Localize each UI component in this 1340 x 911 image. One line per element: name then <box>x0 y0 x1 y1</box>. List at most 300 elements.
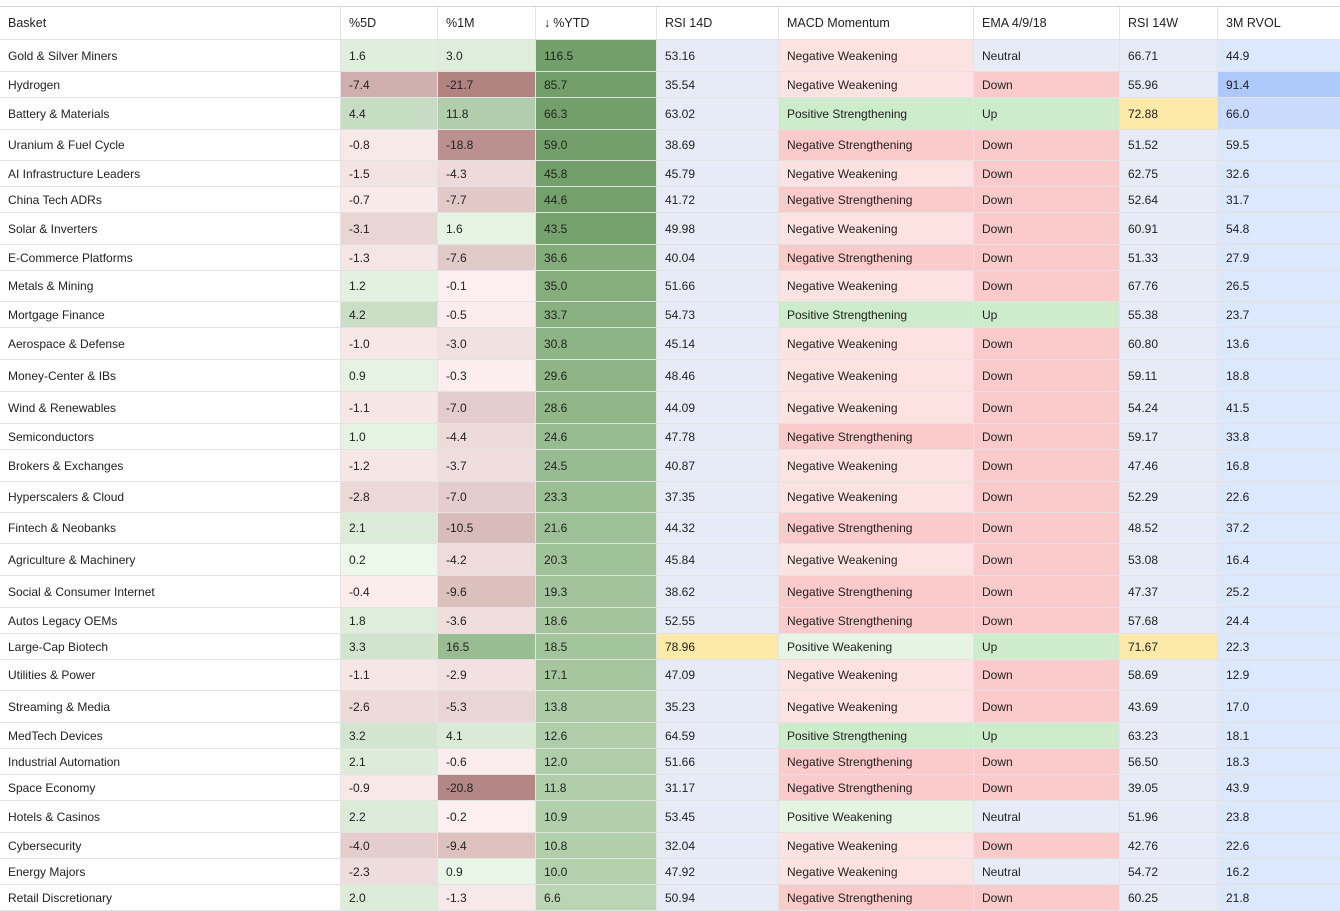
cell-ema: Down <box>974 328 1120 359</box>
cell-1m: -1.3 <box>438 885 536 910</box>
cell-ema: Down <box>974 660 1120 690</box>
table-header <box>0 7 1340 40</box>
cell-5d: -2.8 <box>341 482 438 512</box>
cell-ema: Down <box>974 450 1120 481</box>
cell-ytd: 10.9 <box>536 801 657 832</box>
cell-macd-momentum: Negative Strengthening <box>779 885 974 910</box>
cell-ytd: 36.6 <box>536 245 657 270</box>
cell-basket: AI Infrastructure Leaders <box>0 161 341 186</box>
table-body <box>0 40 1340 911</box>
cell-rsi-14d: 50.94 <box>657 885 779 910</box>
cell-macd-momentum: Negative Weakening <box>779 544 974 575</box>
cell-rsi-14d: 35.54 <box>657 72 779 97</box>
cell-ytd: 18.5 <box>536 634 657 659</box>
cell-rsi-14w: 56.50 <box>1120 749 1218 774</box>
cell-basket: Utilities & Power <box>0 660 341 690</box>
cell-5d: 3.2 <box>341 723 438 748</box>
table-row[interactable] <box>0 482 1340 513</box>
cell-5d: -1.3 <box>341 245 438 270</box>
column-header-label: RSI 14W <box>1128 16 1179 30</box>
cell-rsi-14d: 53.45 <box>657 801 779 832</box>
cell-5d: 0.9 <box>341 360 438 391</box>
cell-rsi-14d: 32.04 <box>657 833 779 858</box>
cell-1m: -7.0 <box>438 392 536 423</box>
cell-1m: -2.9 <box>438 660 536 690</box>
cell-5d: 2.1 <box>341 749 438 774</box>
cell-ema: Down <box>974 360 1120 391</box>
cell-5d: 1.0 <box>341 424 438 449</box>
table-row[interactable] <box>0 775 1340 801</box>
cell-ytd: 6.6 <box>536 885 657 910</box>
cell-3m-rvol: 25.2 <box>1218 576 1340 607</box>
cell-basket: Social & Consumer Internet <box>0 576 341 607</box>
cell-3m-rvol: 66.0 <box>1218 98 1340 129</box>
cell-macd-momentum: Negative Strengthening <box>779 775 974 800</box>
cell-ytd: 17.1 <box>536 660 657 690</box>
cell-1m: -7.0 <box>438 482 536 512</box>
cell-macd-momentum: Negative Weakening <box>779 691 974 722</box>
cell-macd-momentum: Negative Weakening <box>779 859 974 884</box>
cell-rsi-14d: 38.69 <box>657 130 779 160</box>
cell-3m-rvol: 91.4 <box>1218 72 1340 97</box>
cell-ytd: 116.5 <box>536 40 657 71</box>
cell-3m-rvol: 26.5 <box>1218 271 1340 301</box>
cell-3m-rvol: 43.9 <box>1218 775 1340 800</box>
cell-5d: 4.4 <box>341 98 438 129</box>
column-header-macd-momentum[interactable] <box>779 7 974 39</box>
cell-ytd: 43.5 <box>536 213 657 244</box>
cell-rsi-14w: 57.68 <box>1120 608 1218 633</box>
cell-1m: 16.5 <box>438 634 536 659</box>
table-row[interactable] <box>0 544 1340 576</box>
cell-3m-rvol: 32.6 <box>1218 161 1340 186</box>
table-row[interactable] <box>0 271 1340 302</box>
cell-5d: -3.1 <box>341 213 438 244</box>
table-row[interactable] <box>0 302 1340 328</box>
table-row[interactable] <box>0 450 1340 482</box>
cell-ema: Down <box>974 245 1120 270</box>
cell-1m: -0.5 <box>438 302 536 327</box>
cell-5d: -7.4 <box>341 72 438 97</box>
cell-ema: Down <box>974 130 1120 160</box>
table-row[interactable] <box>0 245 1340 271</box>
cell-rsi-14w: 54.24 <box>1120 392 1218 423</box>
table-row[interactable] <box>0 513 1340 544</box>
cell-rsi-14d: 49.98 <box>657 213 779 244</box>
table-row[interactable] <box>0 723 1340 749</box>
cell-5d: -1.0 <box>341 328 438 359</box>
column-header-1m[interactable] <box>438 7 536 39</box>
cell-macd-momentum: Negative Weakening <box>779 450 974 481</box>
cell-rsi-14w: 52.64 <box>1120 187 1218 212</box>
cell-ytd: 13.8 <box>536 691 657 722</box>
cell-5d: 4.2 <box>341 302 438 327</box>
cell-5d: -0.9 <box>341 775 438 800</box>
cell-ema: Up <box>974 98 1120 129</box>
cell-3m-rvol: 18.1 <box>1218 723 1340 748</box>
cell-5d: -2.6 <box>341 691 438 722</box>
cell-3m-rvol: 21.8 <box>1218 885 1340 910</box>
cell-rsi-14d: 63.02 <box>657 98 779 129</box>
table-row[interactable] <box>0 161 1340 187</box>
table-row[interactable] <box>0 40 1340 72</box>
cell-basket: MedTech Devices <box>0 723 341 748</box>
cell-macd-momentum: Negative Weakening <box>779 161 974 186</box>
cell-rsi-14d: 40.04 <box>657 245 779 270</box>
cell-basket: Money-Center & IBs <box>0 360 341 391</box>
cell-3m-rvol: 18.3 <box>1218 749 1340 774</box>
cell-rsi-14w: 59.17 <box>1120 424 1218 449</box>
cell-ema: Down <box>974 833 1120 858</box>
cell-1m: -4.4 <box>438 424 536 449</box>
cell-rsi-14w: 55.38 <box>1120 302 1218 327</box>
cell-rsi-14d: 52.55 <box>657 608 779 633</box>
cell-3m-rvol: 16.8 <box>1218 450 1340 481</box>
cell-3m-rvol: 17.0 <box>1218 691 1340 722</box>
cell-ytd: 18.6 <box>536 608 657 633</box>
cell-macd-momentum: Positive Strengthening <box>779 302 974 327</box>
cell-ytd: 45.8 <box>536 161 657 186</box>
cell-3m-rvol: 33.8 <box>1218 424 1340 449</box>
table-row[interactable] <box>0 608 1340 634</box>
cell-rsi-14w: 47.46 <box>1120 450 1218 481</box>
table-row[interactable] <box>0 576 1340 608</box>
table-row[interactable] <box>0 392 1340 424</box>
cell-1m: -20.8 <box>438 775 536 800</box>
cell-macd-momentum: Negative Strengthening <box>779 749 974 774</box>
cell-rsi-14w: 48.52 <box>1120 513 1218 543</box>
cell-basket: Mortgage Finance <box>0 302 341 327</box>
cell-ema: Down <box>974 271 1120 301</box>
cell-macd-momentum: Negative Weakening <box>779 392 974 423</box>
cell-5d: 2.1 <box>341 513 438 543</box>
cell-rsi-14w: 51.96 <box>1120 801 1218 832</box>
cell-rsi-14w: 43.69 <box>1120 691 1218 722</box>
column-header-label: %1M <box>446 16 475 30</box>
cell-rsi-14d: 51.66 <box>657 271 779 301</box>
cell-rsi-14w: 67.76 <box>1120 271 1218 301</box>
cell-ema: Down <box>974 544 1120 575</box>
baskets-table <box>0 6 1340 911</box>
cell-rsi-14w: 52.29 <box>1120 482 1218 512</box>
column-header-ytd[interactable] <box>536 7 657 39</box>
cell-5d: 0.2 <box>341 544 438 575</box>
cell-macd-momentum: Positive Strengthening <box>779 98 974 129</box>
cell-ytd: 20.3 <box>536 544 657 575</box>
cell-basket: Retail Discretionary <box>0 885 341 910</box>
cell-ema: Down <box>974 392 1120 423</box>
cell-3m-rvol: 23.7 <box>1218 302 1340 327</box>
cell-1m: -3.0 <box>438 328 536 359</box>
cell-rsi-14d: 54.73 <box>657 302 779 327</box>
cell-ema: Down <box>974 72 1120 97</box>
cell-basket: Solar & Inverters <box>0 213 341 244</box>
cell-rsi-14d: 47.92 <box>657 859 779 884</box>
cell-ytd: 10.8 <box>536 833 657 858</box>
cell-1m: -3.7 <box>438 450 536 481</box>
column-header-3m-rvol[interactable] <box>1218 7 1340 39</box>
cell-5d: -0.7 <box>341 187 438 212</box>
cell-1m: -10.5 <box>438 513 536 543</box>
cell-ema: Down <box>974 885 1120 910</box>
cell-5d: 1.2 <box>341 271 438 301</box>
cell-ytd: 59.0 <box>536 130 657 160</box>
cell-3m-rvol: 27.9 <box>1218 245 1340 270</box>
cell-1m: -4.2 <box>438 544 536 575</box>
cell-ytd: 19.3 <box>536 576 657 607</box>
cell-rsi-14w: 62.75 <box>1120 161 1218 186</box>
cell-ema: Down <box>974 213 1120 244</box>
column-header-basket[interactable] <box>0 7 341 39</box>
cell-3m-rvol: 22.6 <box>1218 482 1340 512</box>
cell-basket: China Tech ADRs <box>0 187 341 212</box>
cell-macd-momentum: Negative Weakening <box>779 213 974 244</box>
cell-3m-rvol: 44.9 <box>1218 40 1340 71</box>
cell-1m: -9.4 <box>438 833 536 858</box>
cell-ema: Down <box>974 576 1120 607</box>
cell-ema: Down <box>974 187 1120 212</box>
cell-rsi-14w: 63.23 <box>1120 723 1218 748</box>
cell-ema: Down <box>974 424 1120 449</box>
cell-ema: Neutral <box>974 859 1120 884</box>
column-header-label: EMA 4/9/18 <box>982 16 1047 30</box>
cell-rsi-14w: 72.88 <box>1120 98 1218 129</box>
cell-rsi-14w: 58.69 <box>1120 660 1218 690</box>
cell-5d: -1.5 <box>341 161 438 186</box>
cell-ytd: 66.3 <box>536 98 657 129</box>
cell-5d: -4.0 <box>341 833 438 858</box>
cell-5d: 1.8 <box>341 608 438 633</box>
cell-macd-momentum: Negative Strengthening <box>779 608 974 633</box>
table-row[interactable] <box>0 360 1340 392</box>
cell-rsi-14d: 78.96 <box>657 634 779 659</box>
cell-5d: -1.1 <box>341 660 438 690</box>
cell-3m-rvol: 13.6 <box>1218 328 1340 359</box>
cell-basket: Uranium & Fuel Cycle <box>0 130 341 160</box>
cell-ema: Neutral <box>974 40 1120 71</box>
cell-5d: -1.2 <box>341 450 438 481</box>
cell-macd-momentum: Negative Strengthening <box>779 130 974 160</box>
cell-1m: -7.6 <box>438 245 536 270</box>
cell-rsi-14w: 60.80 <box>1120 328 1218 359</box>
cell-rsi-14d: 51.66 <box>657 749 779 774</box>
cell-macd-momentum: Negative Strengthening <box>779 245 974 270</box>
cell-1m: -5.3 <box>438 691 536 722</box>
cell-basket: Fintech & Neobanks <box>0 513 341 543</box>
cell-rsi-14w: 71.67 <box>1120 634 1218 659</box>
cell-1m: -0.3 <box>438 360 536 391</box>
cell-basket: Hyperscalers & Cloud <box>0 482 341 512</box>
cell-basket: Gold & Silver Miners <box>0 40 341 71</box>
table-row[interactable] <box>0 424 1340 450</box>
cell-1m: -3.6 <box>438 608 536 633</box>
cell-rsi-14w: 60.91 <box>1120 213 1218 244</box>
cell-ema: Up <box>974 634 1120 659</box>
table-row[interactable] <box>0 660 1340 691</box>
table-row[interactable] <box>0 833 1340 859</box>
cell-5d: -0.8 <box>341 130 438 160</box>
cell-3m-rvol: 54.8 <box>1218 213 1340 244</box>
cell-ytd: 24.5 <box>536 450 657 481</box>
cell-rsi-14d: 47.78 <box>657 424 779 449</box>
table-row[interactable] <box>0 98 1340 130</box>
cell-rsi-14w: 53.08 <box>1120 544 1218 575</box>
sort-descending-icon: ↓ <box>544 16 551 30</box>
cell-ema: Down <box>974 482 1120 512</box>
table-row[interactable] <box>0 72 1340 98</box>
cell-ema: Neutral <box>974 801 1120 832</box>
cell-basket: Hydrogen <box>0 72 341 97</box>
cell-1m: -18.8 <box>438 130 536 160</box>
table-row[interactable] <box>0 691 1340 723</box>
cell-ytd: 23.3 <box>536 482 657 512</box>
cell-3m-rvol: 22.3 <box>1218 634 1340 659</box>
cell-basket: Industrial Automation <box>0 749 341 774</box>
cell-3m-rvol: 24.4 <box>1218 608 1340 633</box>
table-row[interactable] <box>0 749 1340 775</box>
table-row[interactable] <box>0 885 1340 911</box>
cell-macd-momentum: Negative Weakening <box>779 833 974 858</box>
cell-rsi-14d: 45.84 <box>657 544 779 575</box>
cell-ytd: 33.7 <box>536 302 657 327</box>
cell-rsi-14w: 66.71 <box>1120 40 1218 71</box>
cell-1m: -9.6 <box>438 576 536 607</box>
cell-macd-momentum: Negative Strengthening <box>779 424 974 449</box>
cell-1m: -21.7 <box>438 72 536 97</box>
cell-1m: 4.1 <box>438 723 536 748</box>
cell-3m-rvol: 23.8 <box>1218 801 1340 832</box>
cell-rsi-14d: 47.09 <box>657 660 779 690</box>
cell-ema: Up <box>974 302 1120 327</box>
cell-macd-momentum: Negative Weakening <box>779 328 974 359</box>
cell-ytd: 12.0 <box>536 749 657 774</box>
cell-ema: Down <box>974 691 1120 722</box>
cell-macd-momentum: Negative Strengthening <box>779 576 974 607</box>
column-header-rsi-14w[interactable] <box>1120 7 1218 39</box>
cell-rsi-14d: 41.72 <box>657 187 779 212</box>
column-header-label: %YTD <box>553 16 590 30</box>
cell-1m: -0.1 <box>438 271 536 301</box>
cell-rsi-14w: 51.52 <box>1120 130 1218 160</box>
cell-ytd: 10.0 <box>536 859 657 884</box>
table-row[interactable] <box>0 187 1340 213</box>
table-row[interactable] <box>0 328 1340 360</box>
cell-macd-momentum: Negative Weakening <box>779 660 974 690</box>
cell-basket: Brokers & Exchanges <box>0 450 341 481</box>
cell-ema: Down <box>974 513 1120 543</box>
cell-macd-momentum: Negative Weakening <box>779 360 974 391</box>
cell-basket: Battery & Materials <box>0 98 341 129</box>
cell-1m: -4.3 <box>438 161 536 186</box>
cell-macd-momentum: Negative Weakening <box>779 40 974 71</box>
cell-basket: Autos Legacy OEMs <box>0 608 341 633</box>
cell-rsi-14d: 45.14 <box>657 328 779 359</box>
cell-3m-rvol: 31.7 <box>1218 187 1340 212</box>
cell-ema: Up <box>974 723 1120 748</box>
cell-1m: -0.2 <box>438 801 536 832</box>
cell-macd-momentum: Negative Weakening <box>779 482 974 512</box>
column-header-label: RSI 14D <box>665 16 713 30</box>
cell-5d: -2.3 <box>341 859 438 884</box>
cell-ytd: 35.0 <box>536 271 657 301</box>
cell-5d: -0.4 <box>341 576 438 607</box>
cell-rsi-14d: 48.46 <box>657 360 779 391</box>
cell-ytd: 11.8 <box>536 775 657 800</box>
cell-3m-rvol: 41.5 <box>1218 392 1340 423</box>
cell-basket: Energy Majors <box>0 859 341 884</box>
column-header-ema[interactable] <box>974 7 1120 39</box>
column-header-rsi-14d[interactable] <box>657 7 779 39</box>
cell-rsi-14w: 51.33 <box>1120 245 1218 270</box>
cell-rsi-14w: 39.05 <box>1120 775 1218 800</box>
cell-3m-rvol: 16.4 <box>1218 544 1340 575</box>
cell-ytd: 21.6 <box>536 513 657 543</box>
cell-rsi-14d: 38.62 <box>657 576 779 607</box>
cell-basket: Metals & Mining <box>0 271 341 301</box>
cell-basket: Hotels & Casinos <box>0 801 341 832</box>
cell-ytd: 12.6 <box>536 723 657 748</box>
cell-3m-rvol: 16.2 <box>1218 859 1340 884</box>
cell-macd-momentum: Negative Weakening <box>779 271 974 301</box>
cell-1m: -0.6 <box>438 749 536 774</box>
cell-ytd: 30.8 <box>536 328 657 359</box>
cell-basket: Streaming & Media <box>0 691 341 722</box>
cell-basket: Semiconductors <box>0 424 341 449</box>
cell-rsi-14d: 35.23 <box>657 691 779 722</box>
cell-rsi-14d: 40.87 <box>657 450 779 481</box>
cell-rsi-14d: 45.79 <box>657 161 779 186</box>
cell-rsi-14d: 64.59 <box>657 723 779 748</box>
table-row[interactable] <box>0 634 1340 660</box>
table-row[interactable] <box>0 801 1340 833</box>
cell-1m: 11.8 <box>438 98 536 129</box>
column-header-label: %5D <box>349 16 377 30</box>
cell-ytd: 85.7 <box>536 72 657 97</box>
cell-macd-momentum: Positive Weakening <box>779 801 974 832</box>
column-header-label: 3M RVOL <box>1226 16 1281 30</box>
cell-ytd: 44.6 <box>536 187 657 212</box>
cell-rsi-14w: 55.96 <box>1120 72 1218 97</box>
cell-rsi-14w: 60.25 <box>1120 885 1218 910</box>
cell-rsi-14d: 44.32 <box>657 513 779 543</box>
table-row[interactable] <box>0 130 1340 161</box>
cell-5d: -1.1 <box>341 392 438 423</box>
cell-1m: -7.7 <box>438 187 536 212</box>
cell-basket: Agriculture & Machinery <box>0 544 341 575</box>
cell-1m: 1.6 <box>438 213 536 244</box>
cell-5d: 1.6 <box>341 40 438 71</box>
table-row[interactable] <box>0 859 1340 885</box>
cell-1m: 3.0 <box>438 40 536 71</box>
cell-basket: Cybersecurity <box>0 833 341 858</box>
cell-rsi-14d: 37.35 <box>657 482 779 512</box>
cell-1m: 0.9 <box>438 859 536 884</box>
cell-ytd: 28.6 <box>536 392 657 423</box>
cell-rsi-14w: 54.72 <box>1120 859 1218 884</box>
cell-ytd: 29.6 <box>536 360 657 391</box>
cell-3m-rvol: 59.5 <box>1218 130 1340 160</box>
cell-5d: 2.2 <box>341 801 438 832</box>
column-header-5d[interactable] <box>341 7 438 39</box>
cell-ema: Down <box>974 608 1120 633</box>
cell-basket: Wind & Renewables <box>0 392 341 423</box>
cell-ema: Down <box>974 161 1120 186</box>
cell-macd-momentum: Positive Weakening <box>779 634 974 659</box>
table-row[interactable] <box>0 213 1340 245</box>
cell-rsi-14w: 42.76 <box>1120 833 1218 858</box>
cell-macd-momentum: Negative Strengthening <box>779 513 974 543</box>
cell-macd-momentum: Negative Weakening <box>779 72 974 97</box>
